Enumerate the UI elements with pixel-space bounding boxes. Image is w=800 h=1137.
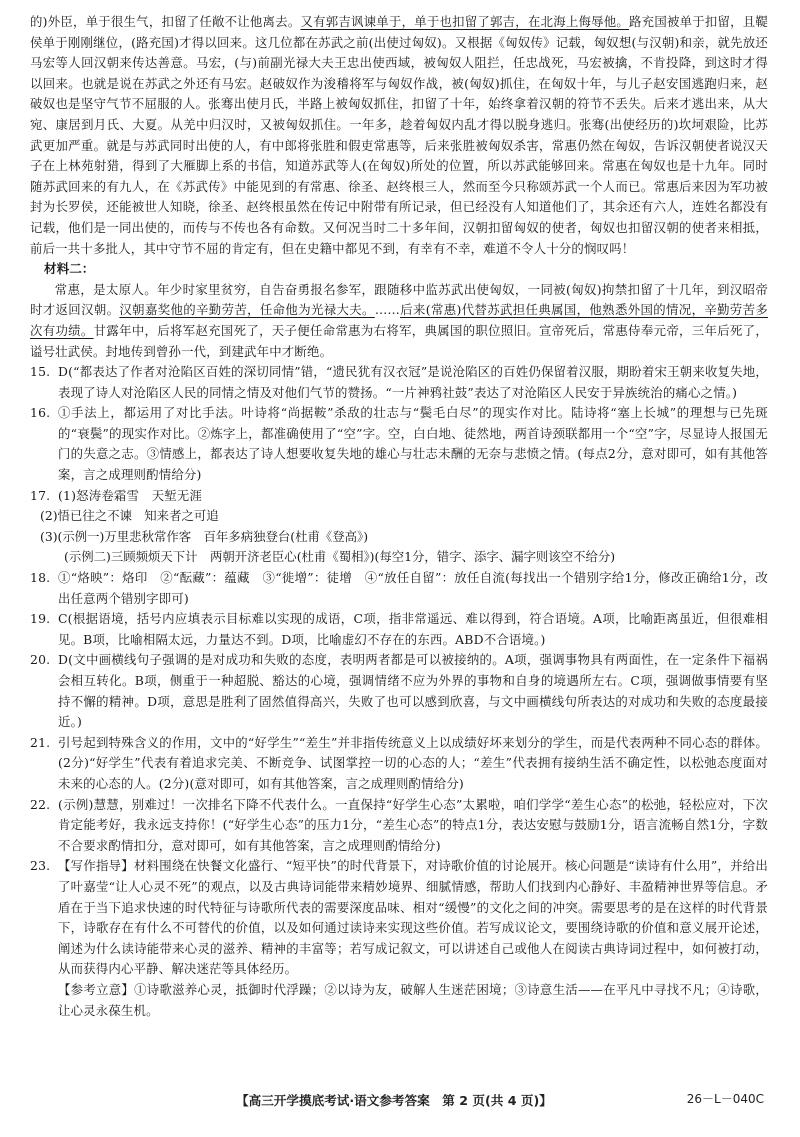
answer-20 — [30, 650, 768, 732]
answer-number: 22. — [30, 796, 51, 812]
answer-23 — [30, 856, 768, 980]
answer-number: 17. — [30, 487, 51, 503]
answer-text: D(“都表达了作者对沧陷区百姓的深切同情”错，“遗民犹有汉衣冠”是说沧陷区的百姓仍保留着汉服，期盼着宋王朝来收复失地，表现了诗人对沧陷区人民的同情之情及对他们气节的赞扬。“一片神鸦社鼓”表达了对沧陷区人民安于异族统治的痛心之情。) — [58, 364, 768, 400]
answer-19 — [30, 609, 768, 650]
answer-number: 21. — [30, 734, 51, 750]
material2-underlined-2: 后来(常惠)代替苏武担任典属国，他熟悉外国的情况，辛勤劳苦多次有功绩。 — [30, 302, 769, 338]
material2-text-c: 甘露年中，后将军赵充国死了，天子便任命常惠为右将军，典属国的职位照旧。宣帝死后，常惠侍奉元帝，三年后死了，谥号壮武侯。封地传到曾孙一代，到建武年中才断绝。 — [30, 322, 768, 359]
answer-number: 20. — [30, 652, 51, 668]
answer-17 — [30, 486, 768, 568]
material1-text-a: 的)外臣，单于很生气，扣留了任敞不让他离去。 — [30, 14, 301, 29]
answer-text: ①“烙映”：烙印 ②“酝藏”：蕴藏 ③“徙增”：徒增 ④“放任自留”：放任自流(每找出一个错别字给1分，修改正确给1分，改出任意两个错别字即可) — [58, 570, 768, 606]
material1-text-b: 路充国被单于扣留，且鞮侯单于刚刚继位，(路充国)才得以回来。这几位都在苏武之前(出使过匈奴)。又根据《匈奴传》记载，匈奴想(与汉朝)和亲，就先放还马宏等人回汉朝来传达善意。马宏，(与)前副光禄大夫王忠出使西域，被匈奴人阻拦，任忠战死，马宏被擒，不肯投降，到这时才得以回来。也就是说在苏武之外还有马宏。赵破奴作为浚稽将军与匈奴作战，被(匈奴)抓住，在匈奴十年，与儿子赵安国逃跑归来，赵破奴也是坚守气节不屈服的人。张骞出使月氏，半路上被匈奴抓住，扣留了十年，始终拿着汉朝的符节不丢失。后来才逃出来，从大宛、康居到月氏、大夏。从羌中归汉时，又被匈奴抓住。一年多，趁着匈奴内乱才得以脱身逃归。张骞(出使经历的)坎坷艰险，比苏武更加严重。就是与苏武同时出使的人，有中郎将张胜和假吏常惠等，后来张胜被匈奴杀害，常惠仍然在匈奴，告诉汉朝使者说汉天子在上林苑射猎，得到了大雁脚上系的书信，知道苏武等人(在匈奴)所处的位置，所以苏武能够回来。常惠在匈奴也是十九年。同时随苏武回来的有九人，在《苏武传》中能见到的有常惠、徐圣、赵终根三人，然而至今只称颂苏武一个人而已。常惠后来因为军功被封为长罗侯，还能被世人知晓，徐圣、赵终根虽然在传记中附带有所记录，但已经没有人知道他们了，其余还有六人，连姓名都没有记载，他们是一同出使的，而传与不传也各有命数。又何况当时二十多年间，汉朝扣留匈奴的使者，匈奴也扣留汉朝的使者来相抵，前后一共十多批人，其中守节不屈的肯定有，但在史籍中都见不到，有幸有不幸，难道不令人十分的悯叹吗！ — [30, 14, 769, 256]
answer-text: 【写作指导】材料围绕在快餐文化盛行、“短平快”的时代背景下，对诗歌价值的讨论展开。核心问题是“读诗有什么用”，并给出了叶嘉莹“让人心灵不死”的观点，以及古典诗词能带来精妙境界、细腻情感，帮助人们找到内心静好、丰盈精神世界等信息。矛盾在于当下追求快速的时代特征与诗歌所代表的需要深度品味、相对“缓慢”的文化之间的冲突。需要思考的是在这样的时代背景下，诗歌存在有什么不可替代的价值，以及如何通过读诗来实现这些价值。若写成议论文，要围绕诗歌的价值和意义展开论述，阐述为什么读诗能带来心灵的滋养、精神的丰富等；若写成记叙文，可以讲述自己或他人在阅读古典诗词过程中，如何被打动，从而获得内心平静、解决迷茫等具体经历。 — [58, 858, 768, 977]
material2-heading: 材料二： — [44, 261, 95, 277]
answer-number: 16. — [30, 405, 51, 421]
material2-text-b: …… — [374, 302, 401, 318]
material1-paragraph — [30, 12, 768, 259]
answer-text: C(根据语境，括号内应填表示目标难以实现的成语，C项，指非常遥远、难以得到，符合语境。A项，比喻距离虽近，但很难相见。B项，比喻相隔太远，力量达不到。D项，比喻虚幻不存在的东西。ABD不合语境。) — [58, 611, 768, 647]
material2-text-a: 常惠，是太原人。年少时家里贫穷，自告奋勇报名参军，跟随移中监苏武出使匈奴，一同被(匈奴)拘禁扣留了十几年，到汉昭帝时才返回汉朝。 — [30, 281, 768, 318]
answer-text: D(文中画横线句子强调的是对成功和失败的态度，表明两者都是可以被接纳的。A项，强调事物具有两面性，在一定条件下福祸会相互转化。B项，侧重于一种超脱、豁达的心境，强调情绪不应为外界的事物和自身的境遇所左右。C项，强调做事情要有坚持不懈的精神。D项，意思是胜利了固然值得高兴，失败了也可以感到欣喜，与文中画横线句所表达的对成功和失败的态度最接近。) — [58, 652, 768, 730]
answer-22 — [30, 795, 768, 857]
answer-number: 15. — [30, 364, 51, 380]
answer-number: 23. — [30, 858, 51, 874]
answer-17-line-2: (2)悟已往之不谏 知来者之可追 — [40, 508, 219, 524]
material2-underlined-1: 汉朝嘉奖他的辛勤劳苦，任命他为光禄大夫。 — [119, 302, 375, 318]
answer-number: 19. — [30, 611, 51, 627]
answer-text: (示例)慧慧，别难过！一次排名下降不代表什么。一直保持“好学生心态”太累啦，咱们学学“差生心态”的松弛，轻松应对，下次肯定能考好，我永远支持你！(“好学生心态”的压力1分，“差生心态”的特点1分，表达安慰与鼓励1分，语言流畅自然1分，字数不合要求酌情扣分，意对即可，如有其他答案，言之成理则酌情给分) — [58, 796, 768, 853]
footer-code: 26－L－040C — [686, 1092, 764, 1106]
material1-underlined-text: 又有郭吉讽谏单于，单于也扣留了郭吉，在北海上侮辱他。 — [300, 14, 630, 29]
reference-text: 【参考立意】①诗歌滋养心灵，抵御时代浮躁；②以诗为友，破解人生迷茫困境；③诗意生活——在平凡中寻找不凡；④诗歌，让心灵永葆生机。 — [58, 981, 768, 1018]
reference-ideas — [30, 980, 768, 1021]
answer-17-line-1: (1)怒涛卷霜雪 天堑无涯 — [58, 487, 203, 503]
answer-16 — [30, 403, 768, 485]
answer-text: ①手法上，都运用了对比手法。叶诗将“尚据鞍”杀敌的壮志与“鬓毛白尽”的现实作对比。陆诗将“塞上长城”的理想与已先斑的“衰鬓”的现实作对比。②炼字上，都准确使用了“空”字。空，白白地、徒然地，两首诗颈联都用一个“空”字，尽显诗人报国无门的失意之志。③情感上，都表达了诗人想要收复失地的雄心与壮志未酬的无奈与悲愤之情。(每点2分，意对即可，如有其他答案，言之成理则酌情给分) — [58, 405, 768, 483]
material2-paragraph — [30, 280, 768, 362]
answer-number: 18. — [30, 570, 51, 586]
answer-21 — [30, 733, 768, 795]
footer-title: 【高三开学摸底考试·语文参考答案 第 2 页(共 4 页)】 — [236, 1093, 552, 1108]
answer-17-line-3: (3)(示例一)万里悲秋常作客 百年多病独登台(杜甫《登高》) — [40, 528, 369, 544]
answer-text: 引号起到特殊含义的作用，文中的“好学生”“差生”并非指传统意义上以成绩好坏来划分的学生，而是代表两种不同心态的群体。(2分)“好学生”代表有着追求完美、不断竞争、试图掌控一切的心态的人；“差生”代表拥有接纳生活不确定性，以松弛态度面对未来的心态的人。(2分)(意对即可，如有其他答案，言之成理则酌情给分) — [58, 734, 768, 791]
answer-15 — [30, 362, 768, 403]
answer-17-line-4: (示例二)三顾频烦天下计 两朝开济老臣心(杜甫《蜀相》)(每空1分，错字、添字、漏字则该空不给分) — [64, 549, 616, 565]
answer-18 — [30, 568, 768, 609]
